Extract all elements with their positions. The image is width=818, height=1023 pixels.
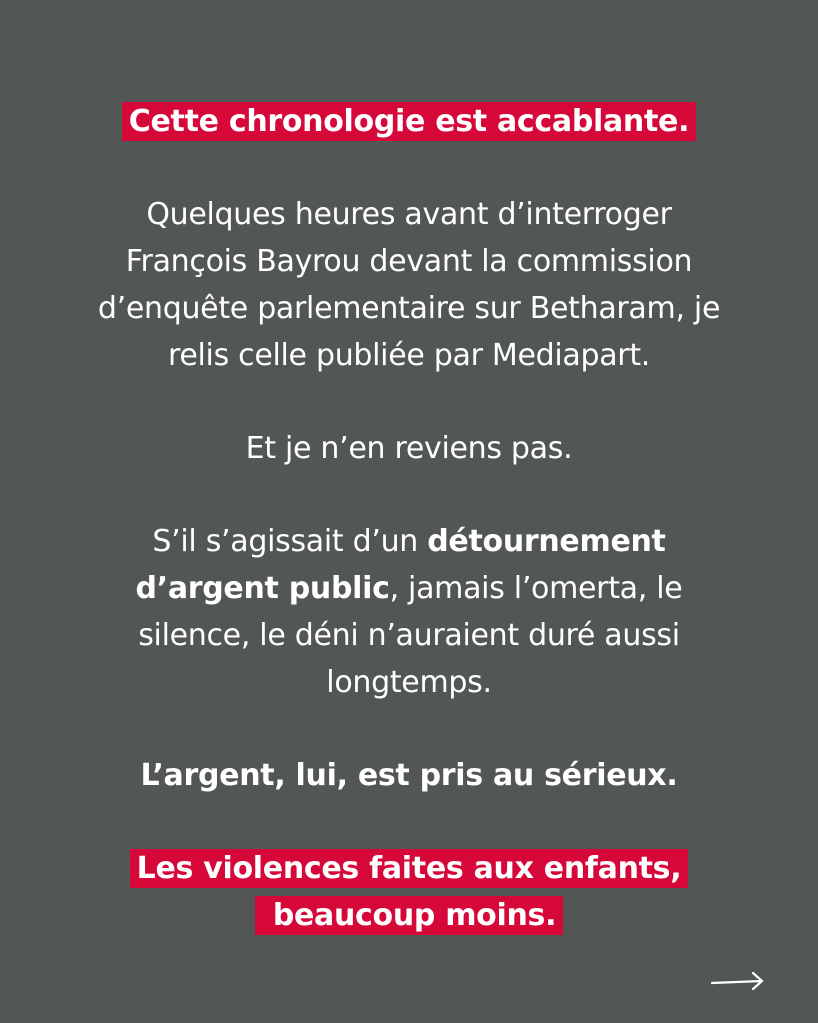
money-statement: L’argent, lui, est pris au sérieux. bbox=[140, 758, 678, 793]
intro-text: Quelques heures avant d’interroger François Bayrou devant la commission d’enquête parlementaire sur Betharam, je relis celle publiée par Mediapart. bbox=[97, 197, 721, 373]
closing-line-1: Les violences faites aux enfants, bbox=[130, 849, 689, 888]
argument-prefix: S’il s’agissait d’un bbox=[152, 524, 428, 559]
headline: Cette chronologie est accablante. bbox=[122, 102, 696, 141]
money-paragraph bbox=[0, 752, 818, 799]
arrow-right-icon[interactable] bbox=[711, 970, 765, 994]
slide-content bbox=[0, 98, 818, 939]
headline-block bbox=[0, 98, 818, 145]
argument-suffix: , jamais l’omerta, le silence, le déni n’auraient duré aussi longtemps. bbox=[138, 571, 683, 700]
reaction-text: Et je n’en reviens pas. bbox=[245, 431, 573, 466]
closing-line-2: beaucoup moins. bbox=[255, 896, 563, 935]
argument-bold: détournement d’argent public bbox=[135, 524, 666, 606]
closing-block bbox=[0, 845, 818, 939]
intro-paragraph bbox=[0, 191, 818, 379]
reaction-paragraph bbox=[0, 425, 818, 472]
argument-paragraph bbox=[0, 518, 818, 706]
